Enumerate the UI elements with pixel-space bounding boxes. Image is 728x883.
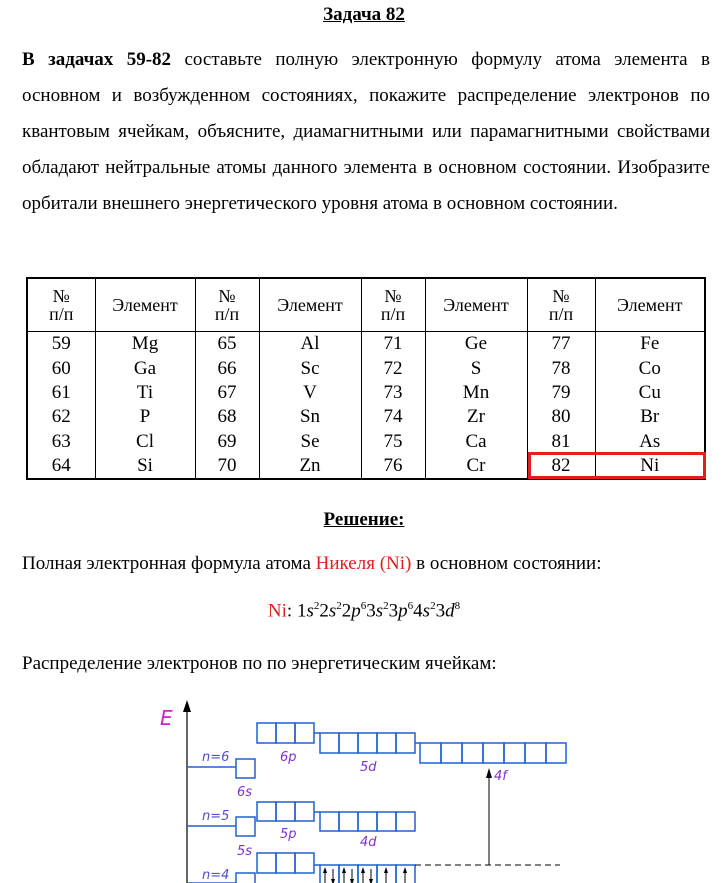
cell: Se [259, 430, 361, 454]
cell: Sn [259, 405, 361, 429]
cell: V [259, 381, 361, 405]
cell: 69 [195, 430, 259, 454]
cell: As [595, 430, 705, 454]
header-num: № п/п [361, 278, 425, 332]
cell: Cr [425, 454, 527, 479]
cell: 59 [51, 333, 71, 355]
orbital-5s [236, 817, 255, 836]
table-row [27, 356, 705, 380]
element-name: Никеля (Ni) [315, 553, 412, 574]
cell: 78 [527, 356, 595, 380]
formula-symbol: Ni [267, 600, 287, 622]
header-num: № п/п [527, 278, 595, 332]
cell: Ca [425, 430, 527, 454]
cell: P [95, 405, 195, 429]
axis-label: E [160, 706, 173, 730]
elements-table [26, 277, 706, 480]
header-element: Элемент [425, 278, 527, 332]
header-num: № п/п [195, 278, 259, 332]
cell: 80 [527, 405, 595, 429]
arrow-up-icon [486, 768, 492, 778]
formula-intro: Полная электронная формула атома Никеля (Ni) в основном состоянии: [22, 553, 602, 574]
cell: 81 [527, 430, 595, 454]
cell: 63 [51, 430, 71, 452]
cell: Cl [95, 430, 195, 454]
label-6s: 6s [237, 785, 253, 800]
label-4d: 4d [360, 835, 377, 850]
cell: 68 [195, 405, 259, 429]
header-element: Элемент [595, 278, 705, 332]
cell: Co [595, 356, 705, 380]
cell: Ti [95, 381, 195, 405]
orbital-6p [257, 723, 314, 743]
cell: 72 [361, 356, 425, 380]
cell: S [425, 356, 527, 380]
cell: 71 [361, 332, 425, 357]
level-label-n4: n=4 [202, 868, 230, 883]
orbital-5d [320, 733, 415, 753]
table-row [27, 430, 705, 454]
label-5p: 5p [280, 827, 297, 842]
cell: Mg [95, 332, 195, 357]
cell: 62 [51, 406, 71, 428]
cell: Sc [259, 356, 361, 380]
label-5s: 5s [237, 844, 253, 859]
cell: 77 [527, 332, 595, 357]
orbital-4s [236, 873, 255, 883]
orbital-4p [257, 853, 314, 873]
cell: Fe [595, 332, 705, 357]
cell: 76 [361, 454, 425, 479]
task-body: составьте полную электронную формулу атома элемента в основном и возбужденном состояниях, покажите распределение электронов по квантовым ячейкам, объясните, диамагнитными или парамагнитными свойствами обладают нейтральные атомы данного элемента в основном состоянии. Изобразите орбитали внешнего энергетического уровня атома в основном состоянии. [22, 49, 710, 214]
header-element: Элемент [95, 278, 195, 332]
level-label-n6: n=6 [202, 750, 230, 765]
electron-formula: Ni: $1s^22s^22p^63s^23p^64s^23d^8$ [267, 600, 461, 622]
cell: 75 [361, 430, 425, 454]
electron-arrows [325, 869, 405, 883]
header-element: Элемент [259, 278, 361, 332]
page-title: Задача 82 [323, 4, 405, 25]
table-header [27, 278, 705, 332]
cell: Si [95, 454, 195, 479]
cell: 70 [195, 454, 259, 479]
table-row [27, 332, 705, 357]
cell: 66 [195, 356, 259, 380]
table-row [27, 405, 705, 429]
label-6p: 6p [280, 750, 297, 765]
cell: 61 [51, 381, 71, 403]
highlight-box [528, 452, 706, 479]
task-bold: В задачах 59-82 [22, 49, 172, 70]
orbital-5p [257, 802, 314, 821]
cell: Zr [425, 405, 527, 429]
label-5d: 5d [360, 760, 377, 775]
cell: Al [259, 332, 361, 357]
electron-arrow-heads [323, 867, 407, 883]
task-text [22, 42, 710, 222]
table-row [27, 381, 705, 405]
orbital-4f [420, 743, 566, 763]
cell: Mn [425, 381, 527, 405]
cell: 74 [361, 405, 425, 429]
cell: 67 [195, 381, 259, 405]
cell: Cu [595, 381, 705, 405]
cell: 79 [527, 381, 595, 405]
cell: Ge [425, 332, 527, 357]
cell: Ga [95, 356, 195, 380]
level-label-n5: n=5 [202, 809, 230, 824]
cell: 64 [51, 455, 71, 477]
distribution-title: Распределение электронов по по энергетическим ячейкам: [22, 653, 497, 674]
solution-title: Решение: [323, 509, 405, 530]
axis-arrow-icon [183, 700, 191, 712]
label-4f: 4f [494, 769, 507, 784]
cell: 60 [51, 357, 71, 379]
cell: 73 [361, 381, 425, 405]
cell: Br [595, 405, 705, 429]
cell: Zn [259, 454, 361, 479]
header-num: № п/п [27, 278, 95, 332]
cell: Ni [595, 454, 705, 479]
cell: 82 [527, 454, 595, 479]
orbital-4d [320, 812, 415, 831]
cell: 65 [195, 332, 259, 357]
orbital-6s [236, 759, 255, 778]
energy-diagram [0, 690, 728, 883]
